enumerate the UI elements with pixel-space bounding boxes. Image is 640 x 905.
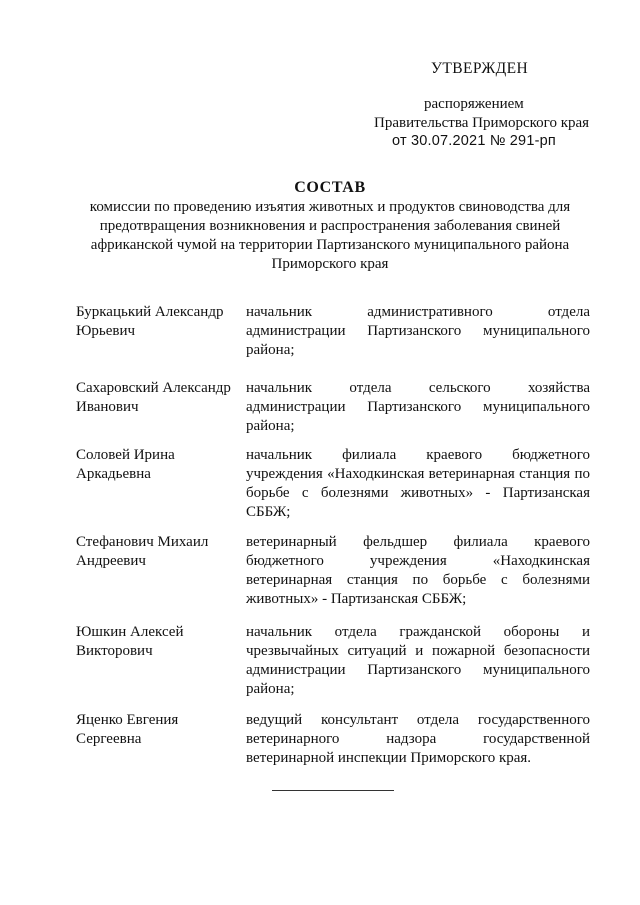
member-surname-first: Юшкин Алексей <box>76 624 184 640</box>
member-patronymic: Аркадьевна <box>76 466 151 482</box>
member-row <box>76 623 590 711</box>
order-reference-line-2: Правительства Приморского края <box>374 115 590 131</box>
member-name <box>76 623 246 711</box>
member-position: начальник филиала краевого бюджетного учреждения «Находкинская ветеринарная станция по борьбе с болезнями животных» - Партизанская СББЖ; <box>246 447 590 520</box>
member-patronymic: Сергеевна <box>76 731 142 747</box>
member-patronymic: Викторович <box>76 643 153 659</box>
member-row <box>76 533 590 623</box>
member-position: начальник отдела гражданской обороны и чрезвычайных ситуаций и пожарной безопасности администрации Партизанского муниципального района; <box>246 624 590 697</box>
member-position: начальник отдела сельского хозяйства администрации Партизанского муниципального района; <box>246 380 590 434</box>
document-title-block <box>60 178 600 274</box>
document-title: СОСТАВ <box>294 179 366 196</box>
member-name <box>76 711 246 771</box>
member-name <box>76 446 246 533</box>
member-position: ведущий консультант отдела государственного ветеринарного надзора государственной ветеринарной инспекции Приморского края. <box>246 712 590 766</box>
member-patronymic: Иванович <box>76 399 139 415</box>
document-subtitle: комиссии по проведению изъятия животных и продуктов свиноводства для предотвращения возникновения и распространения заболевания свиней африканской чумой на территории Партизанского муниципального района Приморского края <box>89 199 571 272</box>
member-name <box>76 533 246 623</box>
closing-divider-line <box>272 790 394 791</box>
member-row <box>76 446 590 533</box>
order-number-date: от 30.07.2021 № 291-рп <box>392 133 556 149</box>
approval-stamp <box>0 0 640 160</box>
member-position: начальник административного отдела администрации Партизанского муниципального района; <box>246 304 590 358</box>
commission-members-list <box>76 303 590 771</box>
member-name <box>76 379 246 446</box>
member-surname-first: Буркацький Александр <box>76 304 224 320</box>
member-row <box>76 379 590 446</box>
member-surname-first: Соловей Ирина <box>76 447 175 463</box>
member-patronymic: Юрьевич <box>76 323 136 339</box>
member-patronymic: Андреевич <box>76 553 146 569</box>
member-surname-first: Яценко Евгения <box>76 712 179 728</box>
member-row <box>76 303 590 379</box>
member-surname-first: Сахаровский Александр <box>76 380 231 396</box>
approved-heading: УТВЕРЖДЕН <box>431 60 529 77</box>
member-name <box>76 303 246 379</box>
member-surname-first: Стефанович Михаил <box>76 534 209 550</box>
order-reference-line-1: распоряжением <box>424 96 524 112</box>
member-row <box>76 711 590 771</box>
member-position: ветеринарный фельдшер филиала краевого бюджетного учреждения «Находкинская ветеринарная станция по борьбе с болезнями животных» - Партизанская СББЖ; <box>246 534 590 607</box>
